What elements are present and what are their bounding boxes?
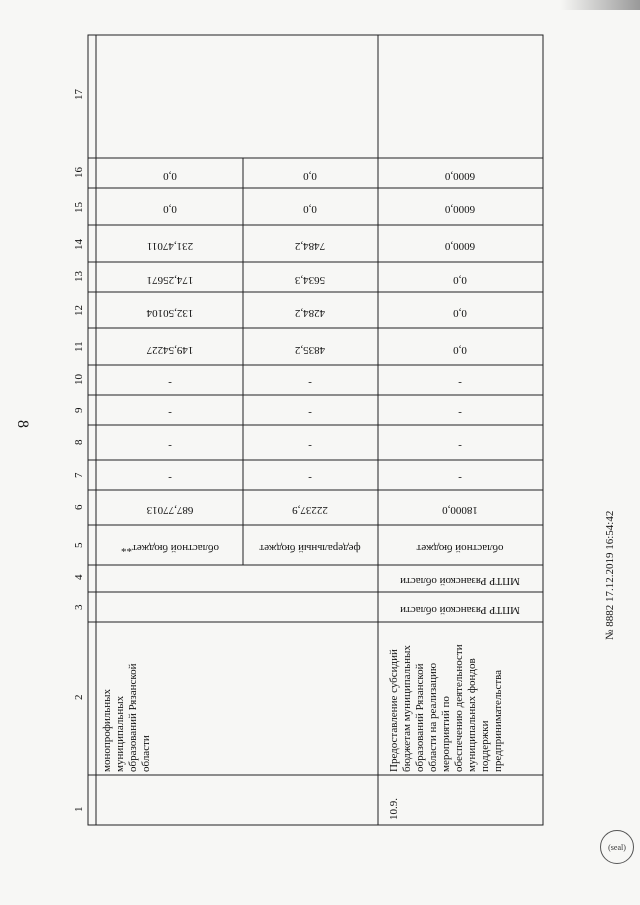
page-number: 8: [14, 420, 31, 428]
registration-stamp: № 8882 17.12.2019 16:54:42: [604, 510, 616, 640]
row-b-title-line2: бюджетам муниципальных: [401, 645, 413, 772]
row-b-source: областной бюджет: [416, 542, 504, 554]
col-num-14: 14: [73, 239, 85, 250]
row-b-col3: МПТР Рязанской области: [400, 604, 520, 616]
svg-text:4284,2: 4284,2: [294, 307, 326, 319]
svg-text:0,0: 0,0: [303, 170, 317, 182]
col-num-15: 15: [73, 202, 85, 213]
row-a-source: областной бюджет**: [121, 542, 219, 554]
svg-text:18000,0: 18000,0: [442, 504, 478, 516]
row-a-title-line3: образований Рязанской: [127, 663, 139, 772]
svg-text:6000,0: 6000,0: [444, 170, 476, 182]
row-b: [388, 170, 520, 820]
row-b-title-line4: области на реализацию: [427, 662, 439, 772]
row-b-title-line8: поддержки: [479, 720, 491, 772]
col-num-17: 17: [73, 89, 85, 100]
svg-text:231,47011: 231,47011: [146, 240, 194, 252]
svg-text:0,0: 0,0: [453, 307, 467, 319]
svg-text:федеральный бюджет: федеральный бюджет: [259, 542, 361, 554]
svg-text:-: -: [308, 407, 312, 419]
svg-text:4835,2: 4835,2: [294, 344, 326, 356]
row-a-title-line4: области: [140, 735, 152, 772]
row-b-title-line9: предпринимательства: [492, 669, 504, 772]
svg-text:174,25671: 174,25671: [146, 274, 194, 286]
svg-text:687,77013: 687,77013: [146, 504, 194, 516]
col-num-6: 6: [73, 504, 85, 510]
row-a-title-line1: монопрофильных: [101, 688, 113, 772]
svg-text:-: -: [458, 377, 462, 389]
svg-text:-: -: [308, 440, 312, 452]
svg-text:6000,0: 6000,0: [444, 203, 476, 215]
svg-text:22237,9: 22237,9: [292, 504, 328, 516]
col-num-1: 1: [73, 806, 85, 812]
col-num-3: 3: [73, 604, 85, 610]
row-a-subrow-regional: [121, 170, 219, 554]
col-num-16: 16: [73, 167, 85, 178]
svg-text:0,0: 0,0: [163, 170, 177, 182]
svg-text:-: -: [168, 377, 172, 389]
svg-text:0,0: 0,0: [163, 203, 177, 215]
svg-text:-: -: [168, 472, 172, 484]
svg-text:-: -: [168, 440, 172, 452]
svg-text:-: -: [308, 377, 312, 389]
col-num-12: 12: [73, 305, 85, 316]
svg-text:0,0: 0,0: [453, 344, 467, 356]
col-num-13: 13: [73, 271, 85, 282]
row-a-subrow-federal: [259, 170, 360, 554]
row-b-title-line7: муниципальных фондов: [466, 658, 478, 772]
svg-text:-: -: [458, 472, 462, 484]
col-num-10: 10: [73, 374, 85, 385]
svg-text:149,54227: 149,54227: [146, 344, 194, 356]
row-b-number: 10.9.: [388, 798, 400, 820]
col-num-9: 9: [73, 407, 85, 413]
col-num-4: 4: [73, 574, 85, 580]
svg-text:5634,3: 5634,3: [294, 274, 326, 286]
column-numbers: [73, 89, 85, 813]
row-b-title-line6: обеспечению деятельности: [453, 644, 465, 772]
col-num-5: 5: [73, 542, 85, 548]
svg-text:6000,0: 6000,0: [444, 240, 476, 252]
row-b-title-line1: Предоставление субсидий: [388, 649, 400, 772]
row-a-title-line2: муниципальных: [114, 695, 126, 772]
row-b-col4: МПТР Рязанской области: [400, 575, 520, 587]
col-num-8: 8: [73, 439, 85, 445]
svg-text:132,50104: 132,50104: [146, 307, 194, 319]
row-b-title-line5: мероприятий по: [440, 696, 452, 772]
row-b-title-line3: образований Рязанской: [414, 663, 426, 772]
svg-text:-: -: [458, 407, 462, 419]
svg-text:-: -: [168, 407, 172, 419]
svg-text:0,0: 0,0: [303, 203, 317, 215]
svg-text:-: -: [458, 440, 462, 452]
seal-icon: (seal): [600, 830, 634, 864]
svg-text:0,0: 0,0: [453, 274, 467, 286]
svg-text:7484,2: 7484,2: [294, 240, 326, 252]
svg-text:-: -: [308, 472, 312, 484]
col-num-7: 7: [73, 472, 85, 478]
col-num-11: 11: [73, 341, 85, 352]
col-num-2: 2: [73, 694, 85, 700]
